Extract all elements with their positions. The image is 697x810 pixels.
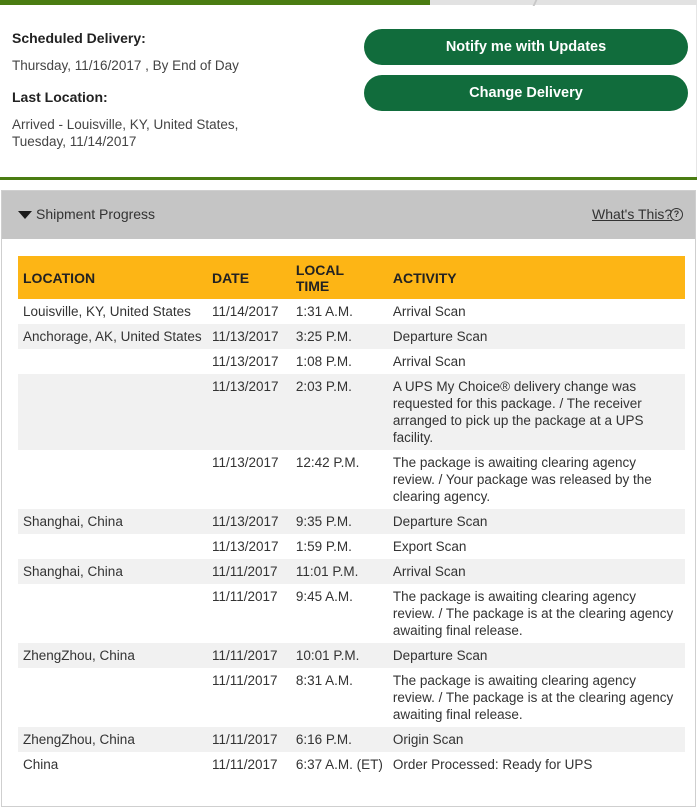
cell-date: 11/13/2017 [207, 509, 291, 534]
cell-location: Shanghai, China [18, 509, 207, 534]
whats-this-link[interactable]: What's This? [592, 206, 673, 222]
last-location-line2: Tuesday, 11/14/2017 [12, 134, 137, 149]
cell-location [18, 450, 207, 509]
cell-location: Anchorage, AK, United States [18, 324, 207, 349]
cell-location: China [18, 752, 207, 777]
cell-local-time: 1:59 P.M. [291, 534, 388, 559]
cell-local-time: 9:35 P.M. [291, 509, 388, 534]
table-row [18, 509, 685, 534]
cell-date: 11/13/2017 [207, 349, 291, 374]
cell-local-time: 6:37 A.M. (ET) [291, 752, 388, 777]
cell-date: 11/13/2017 [207, 534, 291, 559]
shipment-progress-table [18, 256, 685, 777]
last-location-label: Last Location: [12, 89, 108, 105]
cell-local-time: 1:31 A.M. [291, 299, 388, 324]
cell-activity: Departure Scan [388, 643, 685, 668]
table-row [18, 534, 685, 559]
cell-activity: Arrival Scan [388, 349, 685, 374]
table-header-row [18, 256, 685, 299]
table-row [18, 324, 685, 349]
cell-activity: Order Processed: Ready for UPS [388, 752, 685, 777]
collapse-triangle-icon[interactable] [18, 211, 32, 219]
cell-location: ZhengZhou, China [18, 727, 207, 752]
cell-date: 11/11/2017 [207, 727, 291, 752]
help-circle-icon[interactable]: ? [670, 208, 683, 221]
cell-activity: Arrival Scan [388, 299, 685, 324]
cell-activity: The package is awaiting clearing agency review. / The package is at the clearing agency awaiting final release. [388, 668, 685, 727]
cell-date: 11/11/2017 [207, 668, 291, 727]
column-header-location: LOCATION [18, 256, 207, 299]
cell-local-time: 2:03 P.M. [291, 374, 388, 450]
local-time-line2: TIME [295, 277, 330, 294]
section-divider [0, 177, 697, 180]
notify-updates-button[interactable]: Notify me with Updates [364, 29, 688, 65]
cell-activity: Departure Scan [388, 509, 685, 534]
cell-activity: Arrival Scan [388, 559, 685, 584]
scheduled-delivery-label: Scheduled Delivery: [12, 30, 146, 46]
cell-local-time: 8:31 A.M. [291, 668, 388, 727]
table-body [18, 299, 685, 777]
cell-activity: The package is awaiting clearing agency review. / The package is at the clearing agency awaiting final release. [388, 584, 685, 643]
cell-local-time: 1:08 P.M. [291, 349, 388, 374]
table-row [18, 752, 685, 777]
shipment-progress-panel [1, 190, 696, 807]
cell-date: 11/11/2017 [207, 752, 291, 777]
cell-location: Shanghai, China [18, 559, 207, 584]
cell-date: 11/13/2017 [207, 450, 291, 509]
table-row [18, 450, 685, 509]
cell-date: 11/14/2017 [207, 299, 291, 324]
cell-activity: The package is awaiting clearing agency review. / Your package was released by the clearing agency. [388, 450, 685, 509]
cell-location [18, 374, 207, 450]
cell-local-time: 9:45 A.M. [291, 584, 388, 643]
cell-location: ZhengZhou, China [18, 643, 207, 668]
cell-activity: Origin Scan [388, 727, 685, 752]
cell-location [18, 534, 207, 559]
change-delivery-button[interactable]: Change Delivery [364, 75, 688, 111]
cell-activity: Export Scan [388, 534, 685, 559]
cell-date: 11/11/2017 [207, 643, 291, 668]
cell-date: 11/11/2017 [207, 584, 291, 643]
shipment-progress-header[interactable] [2, 191, 695, 239]
shipment-progress-title[interactable]: Shipment Progress [36, 206, 156, 222]
cell-activity: A UPS My Choice® delivery change was requested for this package. / The receiver arranged to pick up the package at a UPS facility. [388, 374, 685, 450]
cell-date: 11/13/2017 [207, 324, 291, 349]
table-row [18, 668, 685, 727]
cell-local-time: 10:01 P.M. [291, 643, 388, 668]
cell-local-time: 6:16 P.M. [291, 727, 388, 752]
table-row [18, 727, 685, 752]
cell-date: 11/11/2017 [207, 559, 291, 584]
table-row [18, 559, 685, 584]
cell-local-time: 3:25 P.M. [291, 324, 388, 349]
cell-local-time: 11:01 P.M. [291, 559, 388, 584]
column-header-local-time [291, 256, 388, 299]
delivery-summary [0, 5, 697, 177]
table-row [18, 643, 685, 668]
local-time-line1: LOCAL [295, 261, 345, 278]
table-row [18, 584, 685, 643]
table-row [18, 349, 685, 374]
cell-location [18, 584, 207, 643]
cell-local-time: 12:42 P.M. [291, 450, 388, 509]
cell-location: Louisville, KY, United States [18, 299, 207, 324]
scheduled-delivery-value: Thursday, 11/16/2017 , By End of Day [12, 58, 239, 73]
cell-date: 11/13/2017 [207, 374, 291, 450]
cell-location [18, 349, 207, 374]
table-row [18, 374, 685, 450]
column-header-activity: ACTIVITY [388, 256, 685, 299]
cell-location [18, 668, 207, 727]
table-row [18, 299, 685, 324]
cell-activity: Departure Scan [388, 324, 685, 349]
last-location-line1: Arrived - Louisville, KY, United States, [12, 117, 239, 132]
column-header-date: DATE [207, 256, 291, 299]
